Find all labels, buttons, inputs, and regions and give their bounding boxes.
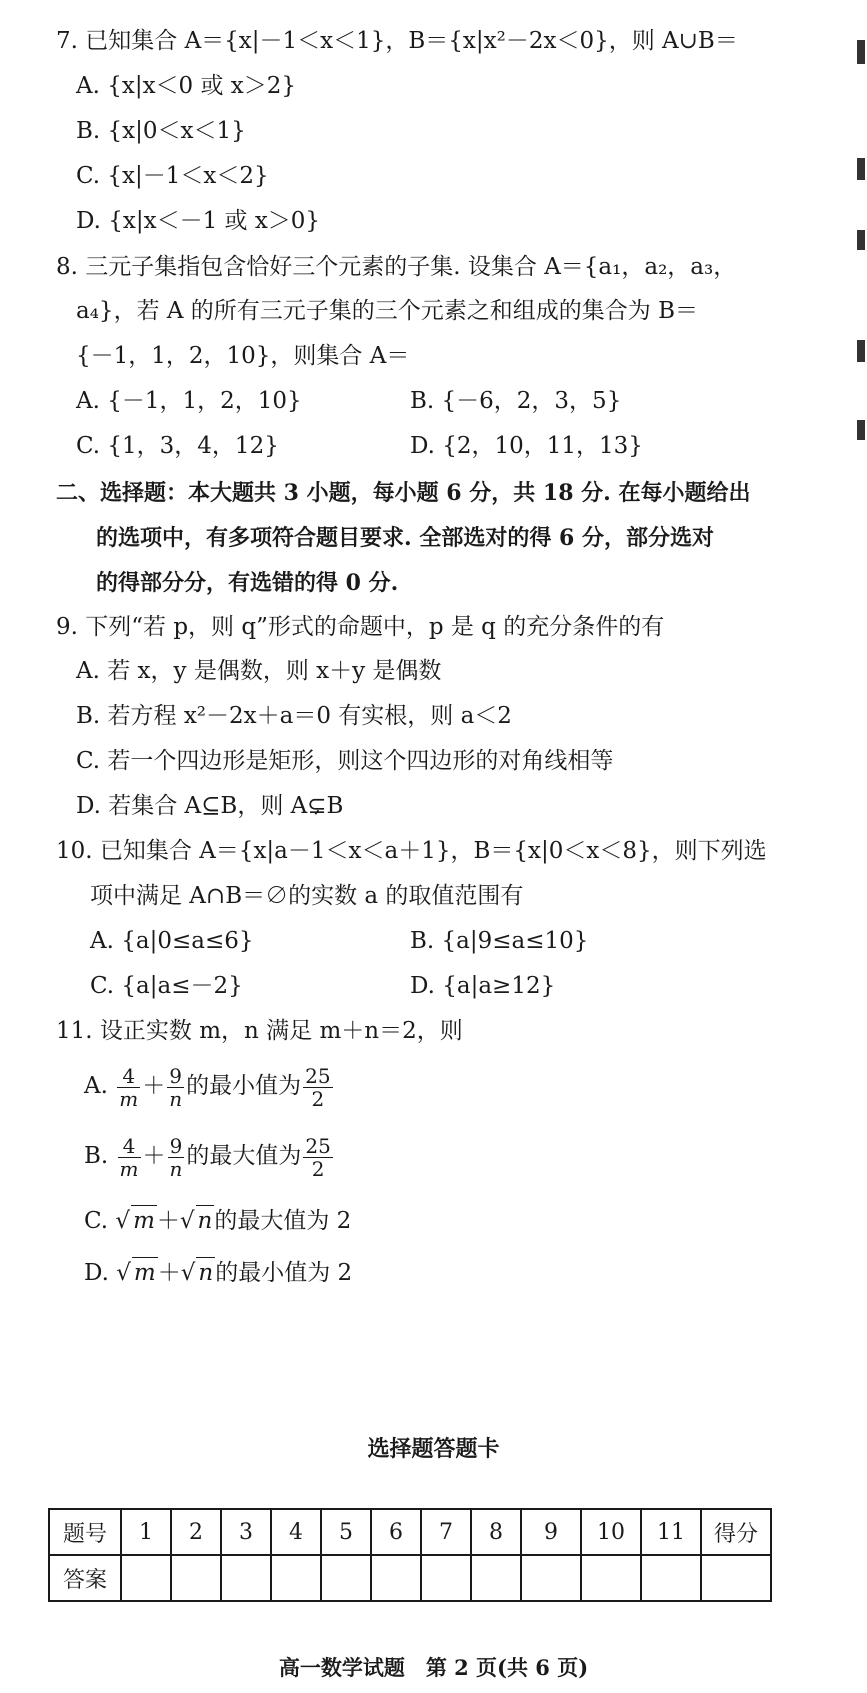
answer-cell-11[interactable]: [641, 1555, 701, 1601]
q8-option-b: B. {－6，2，3，5}: [410, 388, 622, 414]
frac-den: n: [169, 1086, 183, 1111]
sqrt-n: n: [196, 1205, 215, 1236]
frac-num: 25: [305, 1133, 331, 1158]
sqrt-sign: √: [180, 1260, 196, 1286]
q11-option-d-text: 的最小值为 2: [215, 1260, 353, 1286]
sqrt-sign: √: [115, 1208, 131, 1234]
answer-cell-8[interactable]: [471, 1555, 521, 1601]
q11-option-b-text: 的最大值为: [186, 1143, 302, 1169]
section2-line1: 二、选择题：本大题共 3 小题，每小题 6 分，共 18 分. 在每小题给出: [56, 480, 751, 506]
question-number-cell: 8: [471, 1509, 521, 1555]
question-number-cell: 9: [521, 1509, 581, 1555]
q10-line2: 项中满足 A∩B＝∅的实数 a 的取值范围有: [90, 883, 524, 909]
q9-option-b: B. 若方程 x²－2x＋a＝0 有实根，则 a＜2: [76, 703, 512, 729]
frac-den: 2: [311, 1156, 325, 1181]
q11-option-b-label: B.: [84, 1143, 109, 1169]
question-number-cell: 5: [321, 1509, 371, 1555]
plus-sign: ＋: [142, 1143, 166, 1169]
section2-line2: 的选项中，有多项符合题目要求. 全部选对的得 6 分，部分选对: [96, 525, 714, 551]
fraction-25-over-2: [303, 1135, 332, 1180]
q9-option-c: C. 若一个四边形是矩形，则这个四边形的对角线相等: [76, 748, 614, 774]
score-label-cell: 得分: [701, 1509, 771, 1555]
answer-cell-10[interactable]: [581, 1555, 641, 1601]
sqrt-m: m: [132, 1257, 158, 1288]
q10-option-a: A. {a|0≤a≤6}: [90, 928, 254, 954]
question-number-cell: 1: [121, 1509, 171, 1555]
fraction-25-over-2: [303, 1065, 332, 1110]
q10-option-d: D. {a|a≥12}: [410, 973, 556, 999]
q9-stem: 9. 下列“若 p，则 q”形式的命题中，p 是 q 的充分条件的有: [56, 614, 665, 640]
q8-option-c: C. {1，3，4，12}: [76, 433, 279, 459]
scan-edge-mark: [857, 420, 865, 440]
q10-line1: 10. 已知集合 A＝{x|a－1＜x＜a＋1}，B＝{x|0＜x＜8}，则下列选: [56, 838, 767, 864]
frac-num: 9: [167, 1065, 184, 1088]
q9-option-a: A. 若 x，y 是偶数，则 x＋y 是偶数: [76, 658, 442, 684]
scan-edge-mark: [857, 340, 865, 362]
frac-num: 25: [305, 1063, 331, 1088]
sqrt-sign: √: [116, 1260, 131, 1286]
question-number-cell: 2: [171, 1509, 221, 1555]
q11-option-d: [84, 1257, 352, 1288]
q7-option-d: D. {x|x＜－1 或 x＞0}: [76, 208, 321, 234]
answer-cell-4[interactable]: [271, 1555, 321, 1601]
q8-line2: a₄}，若 A 的所有三元子集的三个元素之和组成的集合为 B＝: [76, 298, 699, 324]
question-number-cell: 10: [581, 1509, 641, 1555]
frac-den: n: [169, 1156, 183, 1181]
question-number-cell: 7: [421, 1509, 471, 1555]
frac-num: 4: [117, 1065, 140, 1088]
plus-sign: ＋: [142, 1073, 166, 1099]
q11-option-c-text: 的最大值为 2: [214, 1208, 352, 1234]
section2-line3: 的得部分分，有选错的得 0 分.: [96, 570, 399, 596]
q8-line3: {－1，1，2，10}，则集合 A＝: [76, 343, 410, 369]
q9-option-d: D. 若集合 A⊆B，则 A⊊B: [76, 793, 344, 819]
answer-card-header-row: [49, 1509, 771, 1555]
q11-option-b: [84, 1130, 335, 1182]
scan-edge-mark: [857, 158, 865, 180]
q11-option-d-label: D.: [84, 1260, 109, 1286]
plus-sign: ＋: [156, 1208, 180, 1234]
score-cell[interactable]: [701, 1555, 771, 1601]
answer-cell-1[interactable]: [121, 1555, 171, 1601]
q8-option-a: A. {－1，1，2，10}: [76, 388, 302, 414]
question-number-cell: 11: [641, 1509, 701, 1555]
fraction-4-over-m: [118, 1135, 141, 1180]
frac-den: m: [119, 1086, 139, 1111]
q11-option-a: [84, 1060, 335, 1112]
q11-option-a-text: 的最小值为: [186, 1073, 302, 1099]
fraction-4-over-m: [117, 1065, 140, 1110]
fraction-9-over-n: [167, 1065, 184, 1110]
answer-cell-9[interactable]: [521, 1555, 581, 1601]
sqrt-n: n: [196, 1257, 215, 1288]
answer-card-answer-row: [49, 1555, 771, 1601]
sqrt-sign: √: [179, 1208, 195, 1234]
q11-stem: 11. 设正实数 m，n 满足 m＋n＝2，则: [56, 1018, 463, 1044]
scan-edge-mark: [857, 230, 865, 250]
q7-stem: 7. 已知集合 A＝{x|－1＜x＜1}，B＝{x|x²－2x＜0}，则 A∪B＝: [56, 28, 738, 54]
answer-card-title: 选择题答题卡: [367, 1436, 500, 1462]
answer-label-cell: 答案: [49, 1555, 121, 1601]
answer-cell-5[interactable]: [321, 1555, 371, 1601]
question-number-cell: 3: [221, 1509, 271, 1555]
q11-option-c-label: C.: [84, 1208, 109, 1234]
q10-option-b: B. {a|9≤a≤10}: [410, 928, 589, 954]
frac-num: 4: [118, 1135, 141, 1158]
q11-option-a-label: A.: [84, 1073, 108, 1099]
q7-option-b: B. {x|0＜x＜1}: [76, 118, 246, 144]
question-number-cell: 4: [271, 1509, 321, 1555]
q11-option-c: [84, 1205, 351, 1236]
frac-den: m: [119, 1156, 139, 1181]
plus-sign: ＋: [157, 1260, 181, 1286]
frac-num: 9: [168, 1135, 185, 1158]
q8-line1: 8. 三元子集指包含恰好三个元素的子集. 设集合 A＝{a₁，a₂，a₃，: [56, 254, 737, 280]
answer-cell-6[interactable]: [371, 1555, 421, 1601]
header-label-cell: 题号: [49, 1509, 121, 1555]
answer-cell-2[interactable]: [171, 1555, 221, 1601]
fraction-9-over-n: [168, 1135, 185, 1180]
answer-cell-3[interactable]: [221, 1555, 271, 1601]
q7-option-c: C. {x|－1＜x＜2}: [76, 163, 269, 189]
scan-edge-mark: [857, 40, 865, 64]
question-number-cell: 6: [371, 1509, 421, 1555]
answer-cell-7[interactable]: [421, 1555, 471, 1601]
q10-option-c: C. {a|a≤－2}: [90, 973, 243, 999]
frac-den: 2: [311, 1086, 325, 1111]
q7-option-a: A. {x|x＜0 或 x＞2}: [76, 73, 297, 99]
page-footer: 高一数学试题 第 2 页(共 6 页): [278, 1655, 589, 1680]
sqrt-m: m: [131, 1205, 157, 1236]
answer-card-table: [48, 1508, 772, 1602]
q8-option-d: D. {2，10，11，13}: [410, 433, 643, 459]
